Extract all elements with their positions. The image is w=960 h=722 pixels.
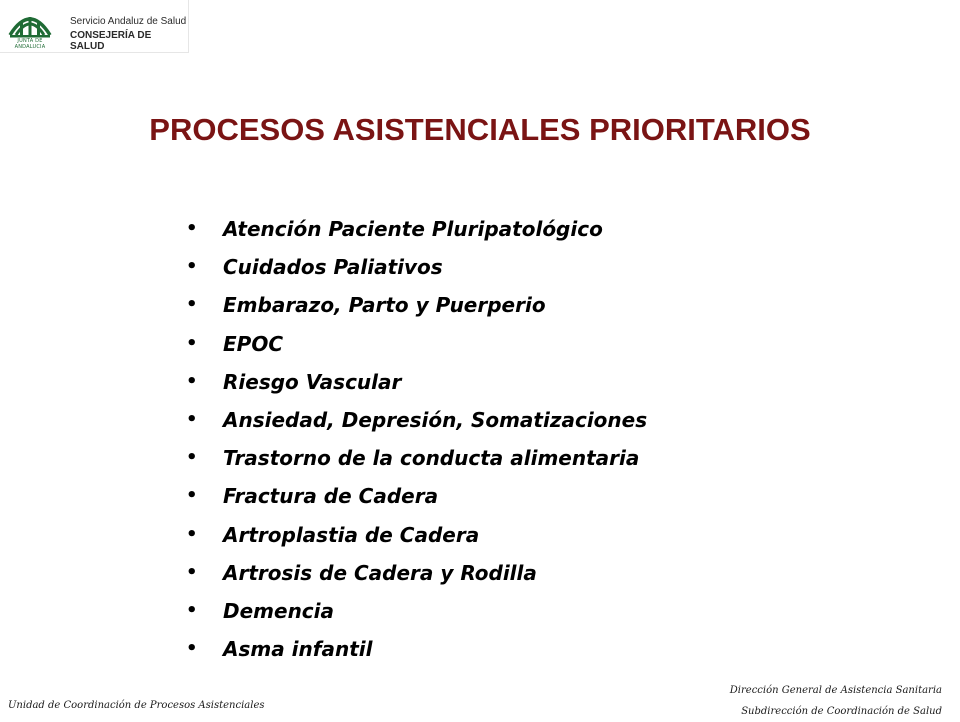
bullet-icon: • — [186, 408, 198, 430]
list-item-label: EPOC — [223, 331, 283, 356]
list-item — [186, 516, 647, 554]
list-item-label: Trastorno de la conducta alimentaria — [223, 446, 640, 471]
bullet-icon: • — [186, 523, 198, 545]
org-name: Servicio Andaluz de Salud — [70, 16, 187, 27]
list-item — [186, 592, 647, 630]
list-item-label: Cuidados Paliativos — [223, 255, 443, 280]
list-item — [186, 630, 647, 668]
bullet-icon: • — [186, 447, 198, 469]
list-item — [186, 363, 647, 401]
bullet-icon: • — [186, 256, 198, 278]
list-item — [186, 477, 647, 515]
list-item-label: Artroplastia de Cadera — [223, 522, 480, 547]
footer-unit: Unidad de Coordinación de Procesos Asistenciales — [8, 700, 265, 711]
list-item-label: Artrosis de Cadera y Rodilla — [223, 560, 537, 585]
bullet-icon: • — [186, 561, 198, 583]
list-item — [186, 401, 647, 439]
process-list — [186, 210, 647, 668]
slide-title: PROCESOS ASISTENCIALES PRIORITARIOS — [149, 112, 811, 147]
department-name: CONSEJERÍA DE SALUD — [70, 30, 152, 52]
bullet-icon: • — [186, 638, 198, 660]
list-item — [186, 439, 647, 477]
footer-direction-line1: Dirección General de Asistencia Sanitaria — [729, 685, 942, 696]
list-item-label: Demencia — [223, 598, 335, 623]
footer-direction-line2: Subdirección de Coordinación de Salud — [741, 706, 942, 717]
list-item-label: Embarazo, Parto y Puerperio — [223, 293, 546, 318]
list-item — [186, 554, 647, 592]
list-item — [186, 325, 647, 363]
list-item — [186, 286, 647, 324]
list-item-label: Fractura de Cadera — [223, 484, 439, 509]
list-item-label: Asma infantil — [223, 637, 373, 662]
list-item-label: Ansiedad, Depresión, Somatizaciones — [223, 407, 648, 432]
bullet-icon: • — [186, 599, 198, 621]
logo-caption: JUNTA DE ANDALUCIA — [14, 38, 46, 50]
bullet-icon: • — [186, 485, 198, 507]
bullet-icon: • — [186, 294, 198, 316]
bullet-icon: • — [186, 218, 198, 239]
bullet-icon: • — [186, 332, 198, 354]
header-logo — [0, 0, 189, 53]
footer-direction — [730, 680, 942, 722]
list-item-label: Riesgo Vascular — [223, 369, 402, 394]
list-item — [186, 248, 647, 286]
bullet-icon: • — [186, 370, 198, 392]
list-item — [186, 210, 647, 248]
list-item-label: Atención Paciente Pluripatológico — [223, 217, 603, 241]
